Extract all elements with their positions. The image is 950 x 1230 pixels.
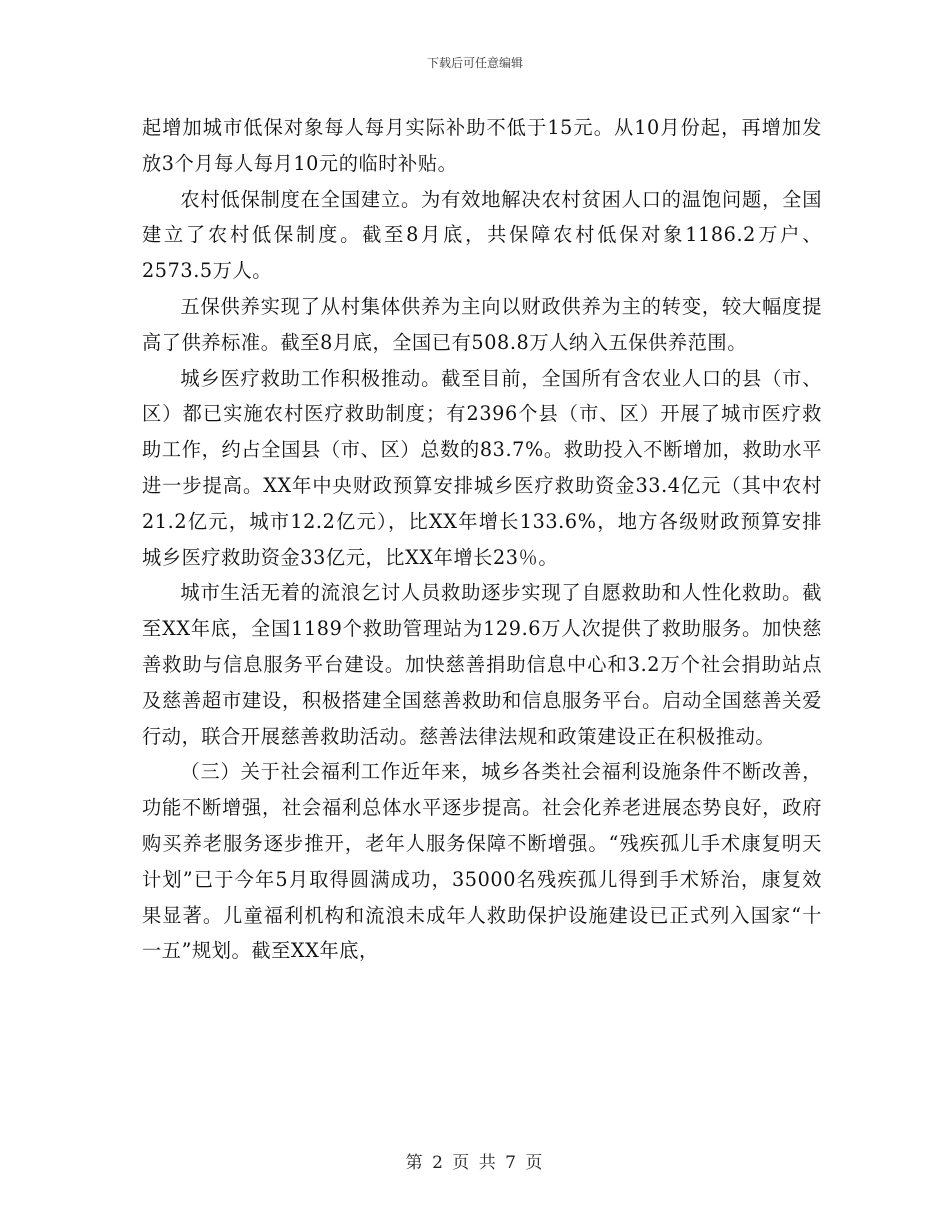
paragraph-vagrant-assistance: 城市生活无着的流浪乞讨人员救助逐步实现了自愿救助和人性化救助。截至XX年底，全国1189个救助管理站为129.6万人次提供了救助服务。加快慈善救助与信息服务平台建设。加快慈善捐助信息中心和3.2万个社会捐助站点及慈善超市建设，积极搭建全国慈善救助和信息服务平台。启动全国慈善关爱行动，联合开展慈善救助活动。慈善法律法规和政策建设正在积极推动。 xyxy=(142,581,822,748)
page-number: 第 2 页 共 7 页 xyxy=(405,1153,545,1173)
page-header-note: 下载后可任意编辑 xyxy=(426,56,523,70)
paragraph-continuation: 起增加城市低保对象每人每月实际补助不低于15元。从10月份起，再增加发放3个月每人每月10元的临时补贴。 xyxy=(142,116,822,175)
paragraph-medical-assistance: 城乡医疗救助工作积极推动。截至目前，全国所有含农业人口的县（市、区）都已实施农村医疗救助制度；有2396个县（市、区）开展了城市医疗救助工作，约占全国县（市、区）总数的83.7%。救助投入不断增加，救助水平进一步提高。XX年中央财政预算安排城乡医疗救助资金33.4亿元（其中农村21.2亿元，城市12.2亿元），比XX年增长133.6%，地方各级财政预算安排城乡医疗救助资金33亿元，比XX年增长23％。 xyxy=(142,366,822,569)
paragraph-rural-subsistence: 农村低保制度在全国建立。为有效地解决农村贫困人口的温饱问题，全国建立了农村低保制度。截至8月底，共保障农村低保对象1186.2万户、2573.5万人。 xyxy=(142,187,822,283)
paragraph-social-welfare: （三）关于社会福利工作近年来，城乡各类社会福利设施条件不断改善，功能不断增强，社会福利总体水平逐步提高。社会化养老进展态势良好，政府购买养老服务逐步推开，老年人服务保障不断增强。“残疾孤儿手术康复明天计划”已于今年5月取得圆满成功，35000名残疾孤儿得到手术矫治，康复效果显著。儿童福利机构和流浪未成年人救助保护设施建设已正式列入国家“十一五”规划。截至XX年底， xyxy=(142,760,822,963)
document-body xyxy=(142,110,822,969)
paragraph-five-guarantees: 五保供养实现了从村集体供养为主向以财政供养为主的转变，较大幅度提高了供养标准。截至8月底，全国已有508.8万人纳入五保供养范围。 xyxy=(142,294,822,354)
